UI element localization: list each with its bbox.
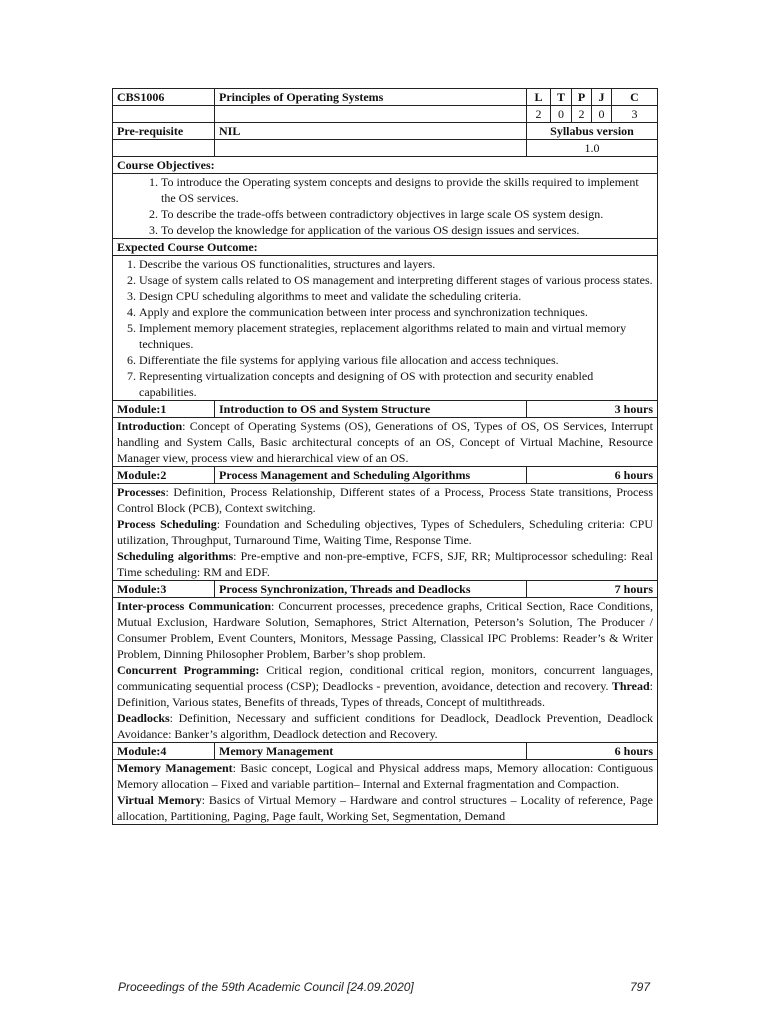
value-j: 0 <box>592 106 612 123</box>
module-1-hours: 3 hours <box>527 401 658 418</box>
module-4-label: Module:4 <box>113 743 215 760</box>
module-3-content <box>113 598 658 743</box>
module-1-term: Introduction <box>117 419 183 433</box>
version-row <box>113 140 658 157</box>
prereq-value: NIL <box>215 123 527 140</box>
module-2-title: Process Management and Scheduling Algorithms <box>215 467 527 484</box>
module-1-title: Introduction to OS and System Structure <box>215 401 527 418</box>
empty-cell-b <box>215 106 527 123</box>
list-item: 3. Design CPU scheduling algorithms to meet and validate the scheduling criteria. <box>139 288 653 304</box>
module-1-content <box>113 418 658 467</box>
module-3-term-2b: Thread <box>611 679 650 693</box>
module-3-header <box>113 581 658 598</box>
syllabus-body <box>112 88 658 825</box>
module-2-label: Module:2 <box>113 467 215 484</box>
module-1-label: Module:1 <box>113 401 215 418</box>
page-number: 797 <box>629 980 650 994</box>
header-row-1 <box>113 89 658 106</box>
objectives-row <box>113 174 658 239</box>
module-2-term-2: Process Scheduling <box>117 517 217 531</box>
prereq-row <box>113 123 658 140</box>
outcomes-cell <box>113 256 658 401</box>
module-4-term-1: Memory Management <box>117 761 233 775</box>
module-1-text: : Concept of Operating Systems (OS), Generations of OS, Types of OS, OS Services, Interrupt handling and System Calls, Basic architectural concepts of an OS, Concept of Virtual Machine, Resource Manager view, process view and hierarchical view of an OS. <box>117 419 653 465</box>
module-2-header <box>113 467 658 484</box>
footer-text: Proceedings of the 59th Academic Council [24.09.2020] <box>118 980 414 994</box>
outcomes-list <box>117 256 653 400</box>
outcomes-row <box>113 256 658 401</box>
module-1-content-row <box>113 418 658 467</box>
module-4-text-1: : Basic concept, Logical and Physical address maps, Memory allocation: Contiguous Memory allocation – Fixed and variable partition– Internal and External fragmentation and Compaction. <box>117 761 653 791</box>
module-2-text-1: : Definition, Process Relationship, Different states of a Process, Process State transitions, Process Control Block (PCB), Context switching. <box>117 485 653 515</box>
syllabus-page <box>112 88 657 825</box>
list-item: 4. Apply and explore the communication between inter process and synchronization techniques. <box>139 304 653 320</box>
module-4-text-2: : Basics of Virtual Memory – Hardware and control structures – Locality of reference, Page allocation, Partitioning, Paging, Page fault, Working Set, Segmentation, Demand <box>117 793 653 823</box>
list-item: 1. Describe the various OS functionalities, structures and layers. <box>139 256 653 272</box>
module-3-title: Process Synchronization, Threads and Deadlocks <box>215 581 527 598</box>
module-2-term-3: Scheduling algorithms <box>117 549 234 563</box>
module-3-text-2b: : Definition, Various states, Benefits of threads, Types of threads, Concept of multithreads. <box>117 679 653 709</box>
prereq-label: Pre-requisite <box>113 123 215 140</box>
label-p: P <box>572 89 592 106</box>
label-t: T <box>551 89 572 106</box>
list-item: 2. To describe the trade-offs between contradictory objectives in large scale OS system design. <box>161 206 653 222</box>
list-item: 5. Implement memory placement strategies, replacement algorithms related to main and virtual memory techniques. <box>139 320 653 352</box>
objectives-heading-row <box>113 157 658 174</box>
objectives-cell <box>113 174 658 239</box>
module-3-text-1: : Concurrent processes, precedence graphs, Critical Section, Race Conditions, Mutual Exclusion, Hardware Solution, Semaphores, Strict Alternation, Peterson’s Solution, The Producer / Consumer Problem, Event Counters, Monitors, Message Passing, Classical IPC Problems: Reader’s & Writer Problem, Dinning Philosopher Problem, Barber’s shop problem. <box>117 599 653 661</box>
value-l: 2 <box>527 106 551 123</box>
value-c: 3 <box>612 106 658 123</box>
empty-cell-d <box>215 140 527 157</box>
module-1-header <box>113 401 658 418</box>
list-item: 1. To introduce the Operating system concepts and designs to provide the skills required to implement the OS services. <box>161 174 653 206</box>
module-3-text-3: : Definition, Necessary and sufficient conditions for Deadlock, Deadlock Prevention, Deadlock Avoidance: Banker’s algorithm, Deadlock detection and Recovery. <box>117 711 653 741</box>
module-2-content <box>113 484 658 581</box>
module-2-hours: 6 hours <box>527 467 658 484</box>
module-2-text-2: : Foundation and Scheduling objectives, Types of Schedulers, Scheduling criteria: CPU utilization, Throughput, Turnaround Time, Waiting Time, Response Time. <box>117 517 653 547</box>
value-t: 0 <box>551 106 572 123</box>
module-3-term-1: Inter-process Communication <box>117 599 272 613</box>
module-3-term-3: Deadlocks <box>117 711 170 725</box>
module-3-term-2: Concurrent Programming: <box>117 663 260 677</box>
page-footer <box>118 980 650 994</box>
empty-cell-a <box>113 106 215 123</box>
outcomes-heading: Expected Course Outcome: <box>113 239 658 256</box>
module-4-content <box>113 760 658 825</box>
list-item: 3. To develop the knowledge for application of the various OS design issues and services. <box>161 222 653 238</box>
objectives-list <box>117 174 653 238</box>
value-p: 2 <box>572 106 592 123</box>
label-l: L <box>527 89 551 106</box>
course-code-cell: CBS1006 <box>113 89 215 106</box>
module-3-label: Module:3 <box>113 581 215 598</box>
syllabus-version-value: 1.0 <box>527 140 658 157</box>
syllabus-version-label: Syllabus version <box>527 123 658 140</box>
empty-cell-c <box>113 140 215 157</box>
module-4-title: Memory Management <box>215 743 527 760</box>
module-2-term-1: Processes <box>117 485 166 499</box>
module-4-hours: 6 hours <box>527 743 658 760</box>
list-item: 6. Differentiate the file systems for applying various file allocation and access techniques. <box>139 352 653 368</box>
module-3-hours: 7 hours <box>527 581 658 598</box>
module-4-header <box>113 743 658 760</box>
list-item: 2. Usage of system calls related to OS management and interpreting different stages of various process states. <box>139 272 653 288</box>
module-4-content-row <box>113 760 658 825</box>
header-row-2 <box>113 106 658 123</box>
module-2-text-3: : Pre-emptive and non-pre-emptive, FCFS, SJF, RR; Multiprocessor scheduling: Real Time scheduling: RM and EDF. <box>117 549 653 579</box>
list-item: 7. Representing virtualization concepts and designing of OS with protection and security enabled capabilities. <box>139 368 653 400</box>
objectives-heading: Course Objectives: <box>113 157 658 174</box>
outcomes-heading-row <box>113 239 658 256</box>
label-j: J <box>592 89 612 106</box>
module-2-content-row <box>113 484 658 581</box>
label-c: C <box>612 89 658 106</box>
module-4-term-2: Virtual Memory <box>117 793 202 807</box>
module-3-text-2: Critical region, conditional critical region, monitors, concurrent languages, communicating sequential process (CSP); Deadlocks - prevention, avoidance, detection and recovery. <box>117 663 653 693</box>
module-3-content-row <box>113 598 658 743</box>
course-title-cell: Principles of Operating Systems <box>215 89 527 106</box>
